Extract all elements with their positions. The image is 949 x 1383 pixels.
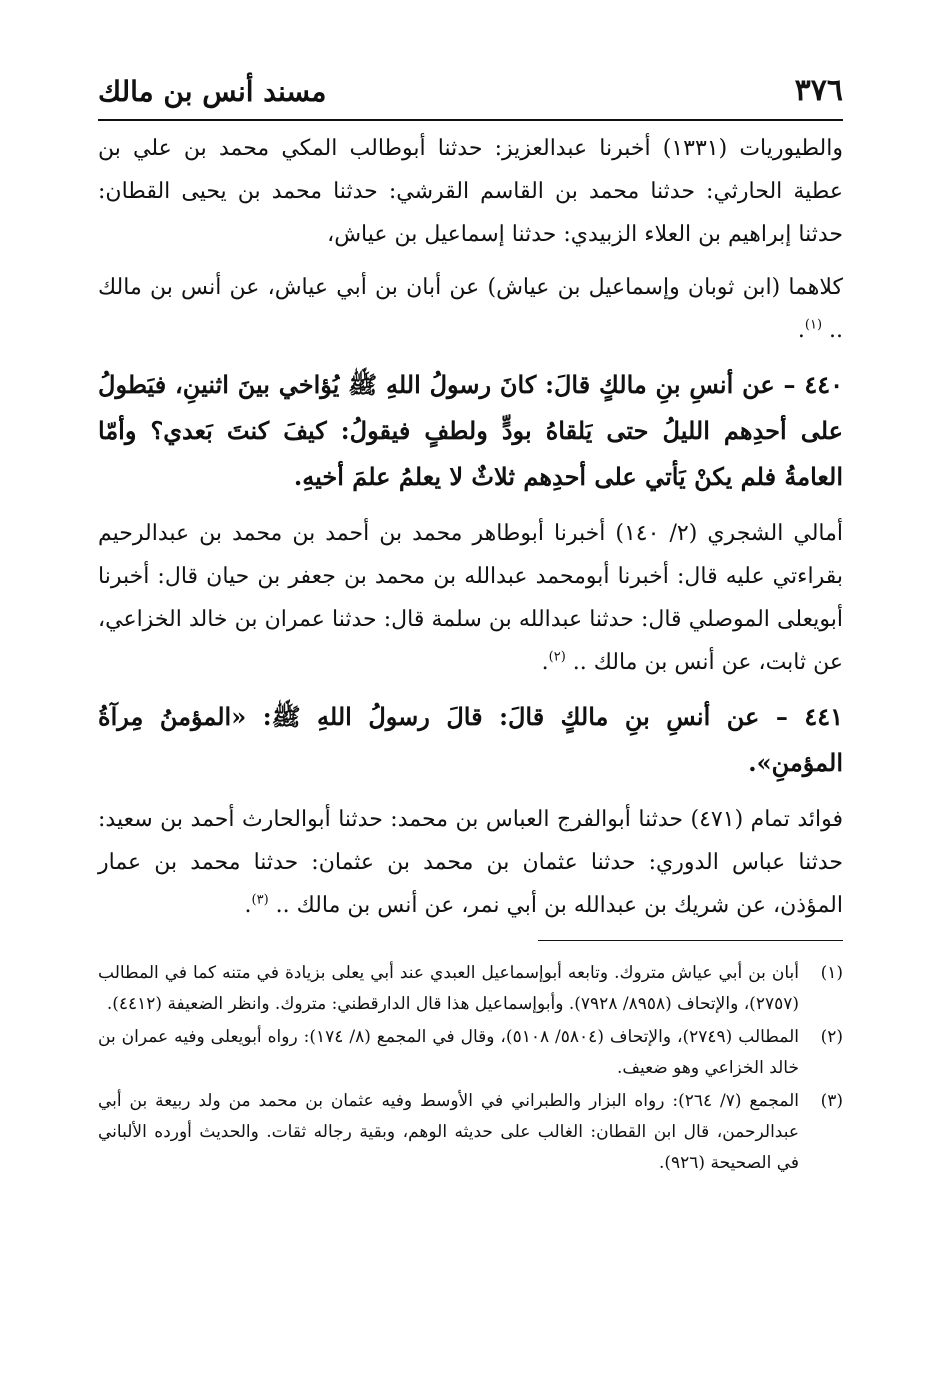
page-header xyxy=(98,74,843,114)
footnote xyxy=(98,1086,843,1179)
footnote-text: أبان بن أبي عياش متروك. وتابعه أبوإسماعيل العبدي عند أبي يعلى بزيادة في متنه كما في المطالب (٢٧٥٧)، والإتحاف (٨٩٥٨/ ٧٩٢٨). وأبوإسماعيل هذا قال الدارقطني: متروك. وانظر الضعيفة (٤٤١٢). xyxy=(98,963,799,1014)
hadith-text xyxy=(98,694,843,786)
source-paragraph xyxy=(98,127,843,256)
footnote-ref: (٢) xyxy=(548,649,566,665)
source-paragraph: فوائد تمام (٤٧١) حدثنا أبوالفرج العباس بن محمد: حدثنا أبوالحارث أحمد بن سعيد: حدثنا عباس الدوري: حدثنا عثمان بن محمد بن عثمان: حدثنا محمد بن عمار المؤذن، عن شريك بن عبدالله بن أبي نمر، عن أنس بن مالك .. $^{(٣)}$. xyxy=(98,807,843,918)
footnote xyxy=(98,1022,843,1084)
paragraph-text: فوائد تمام (٤٧١) حدثنا أبوالفرج العباس بن محمد: حدثنا أبوالحارث أحمد بن سعيد: حدثنا عباس الدوري: حدثنا عثمان بن محمد بن عثمان: حدثنا محمد بن عمار المؤذن، عن شريك بن عبدالله بن أبي نمر، عن أنس بن مالك .. xyxy=(98,807,843,918)
footnotes xyxy=(98,958,843,1181)
footnote xyxy=(98,958,843,1020)
paragraph-text: والطيوريات (١٣٣١) أخبرنا عبدالعزيز: حدثنا أبوطالب المكي محمد بن علي بن عطية الحارثي: حدثنا محمد بن القاسم القرشي: حدثنا محمد بن يحيى القطان: حدثنا إبراهيم بن العلاء الزبيدي: حدثنا إسماعيل بن عياش، xyxy=(98,136,843,247)
footnote-ref: (١) xyxy=(804,317,823,333)
hadith-text xyxy=(98,362,843,500)
footnote-separator xyxy=(538,940,843,941)
paragraph-text: أمالي الشجري (٢/ ١٤٠) أخبرنا أبوطاهر محمد بن أحمد بن محمد بن عبدالرحيم بقراءتي عليه قال: أخبرنا أبومحمد عبدالله بن محمد بن جعفر بن حيان قال: أخبرنا أبويعلى الموصلي قال: حدثنا عبدالله بن سلمة قال: حدثنا عمران بن خالد الخزاعي، عن ثابت، عن أنس بن مالك .. xyxy=(98,521,844,675)
running-title: مسند أنس بن مالك xyxy=(98,75,327,108)
main-text xyxy=(98,127,843,937)
footnote-number: (١) xyxy=(820,963,843,983)
hadith-body: ٤٤٠ – عن أنسِ بنِ مالكٍ قالَ: كانَ رسولُ اللهِ ﷺ يُؤاخي بينَ اثنينِ، فيَطولُ على أحدِهم الليلُ حتى يَلقاهُ بودٍّ ولطفٍ فيقولُ: كيفَ كنتَ بَعدي؟ وأمّا العامةُ فلم يكنْ يَأتي على أحدِهم ثلاثٌ لا يعلمُ علمَ أخيهِ. xyxy=(98,370,843,491)
footnote-number: (٣) xyxy=(820,1091,843,1111)
footnote-text: المطالب (٢٧٤٩)، والإتحاف (٥٨٠٤/ ٥١٠٨)، وقال في المجمع (٨/ ١٧٤): رواه أبويعلى وفيه عمران بن خالد الخزاعي وهو ضعيف. xyxy=(98,1027,799,1078)
source-paragraph: أمالي الشجري (٢/ ١٤٠) أخبرنا أبوطاهر محمد بن أحمد بن محمد بن عبدالرحيم بقراءتي عليه قال: أخبرنا أبومحمد عبدالله بن محمد بن جعفر بن حيان قال: أخبرنا أبويعلى الموصلي قال: حدثنا عبدالله بن سلمة قال: حدثنا عمران بن خالد الخزاعي، عن ثابت، عن أنس بن مالك .. $^{(٢)}$. xyxy=(98,521,844,675)
source-paragraph: كلاهما (ابن ثوبان وإسماعيل بن عياش) عن أبان بن أبي عياش، عن أنس بن مالك .. $^{(١)}$. xyxy=(98,275,843,343)
footnote-number: (٢) xyxy=(820,1027,843,1047)
footnote-text: المجمع (٧/ ٢٦٤): رواه البزار والطبراني في الأوسط وفيه عثمان بن محمد من ولد ربيعة بن أبي عبدالرحمن، قال ابن القطان: الغالب على حديثه الوهم، وبقية رجاله ثقات. والحديث أورده الألباني في الصحيحة (٩٢٦). xyxy=(98,1091,799,1173)
footnote-ref: (٣) xyxy=(251,892,269,908)
hadith-body: ٤٤١ – عن أنسِ بنِ مالكٍ قالَ: قالَ رسولُ اللهِ ﷺ: «المؤمنُ مِرآةُ المؤمنِ». xyxy=(98,702,843,777)
paragraph-text: كلاهما (ابن ثوبان وإسماعيل بن عياش) عن أبان بن أبي عياش، عن أنس بن مالك .. xyxy=(98,275,843,343)
header-rule xyxy=(98,119,843,121)
page-number: ٣٧٦ xyxy=(794,73,843,108)
